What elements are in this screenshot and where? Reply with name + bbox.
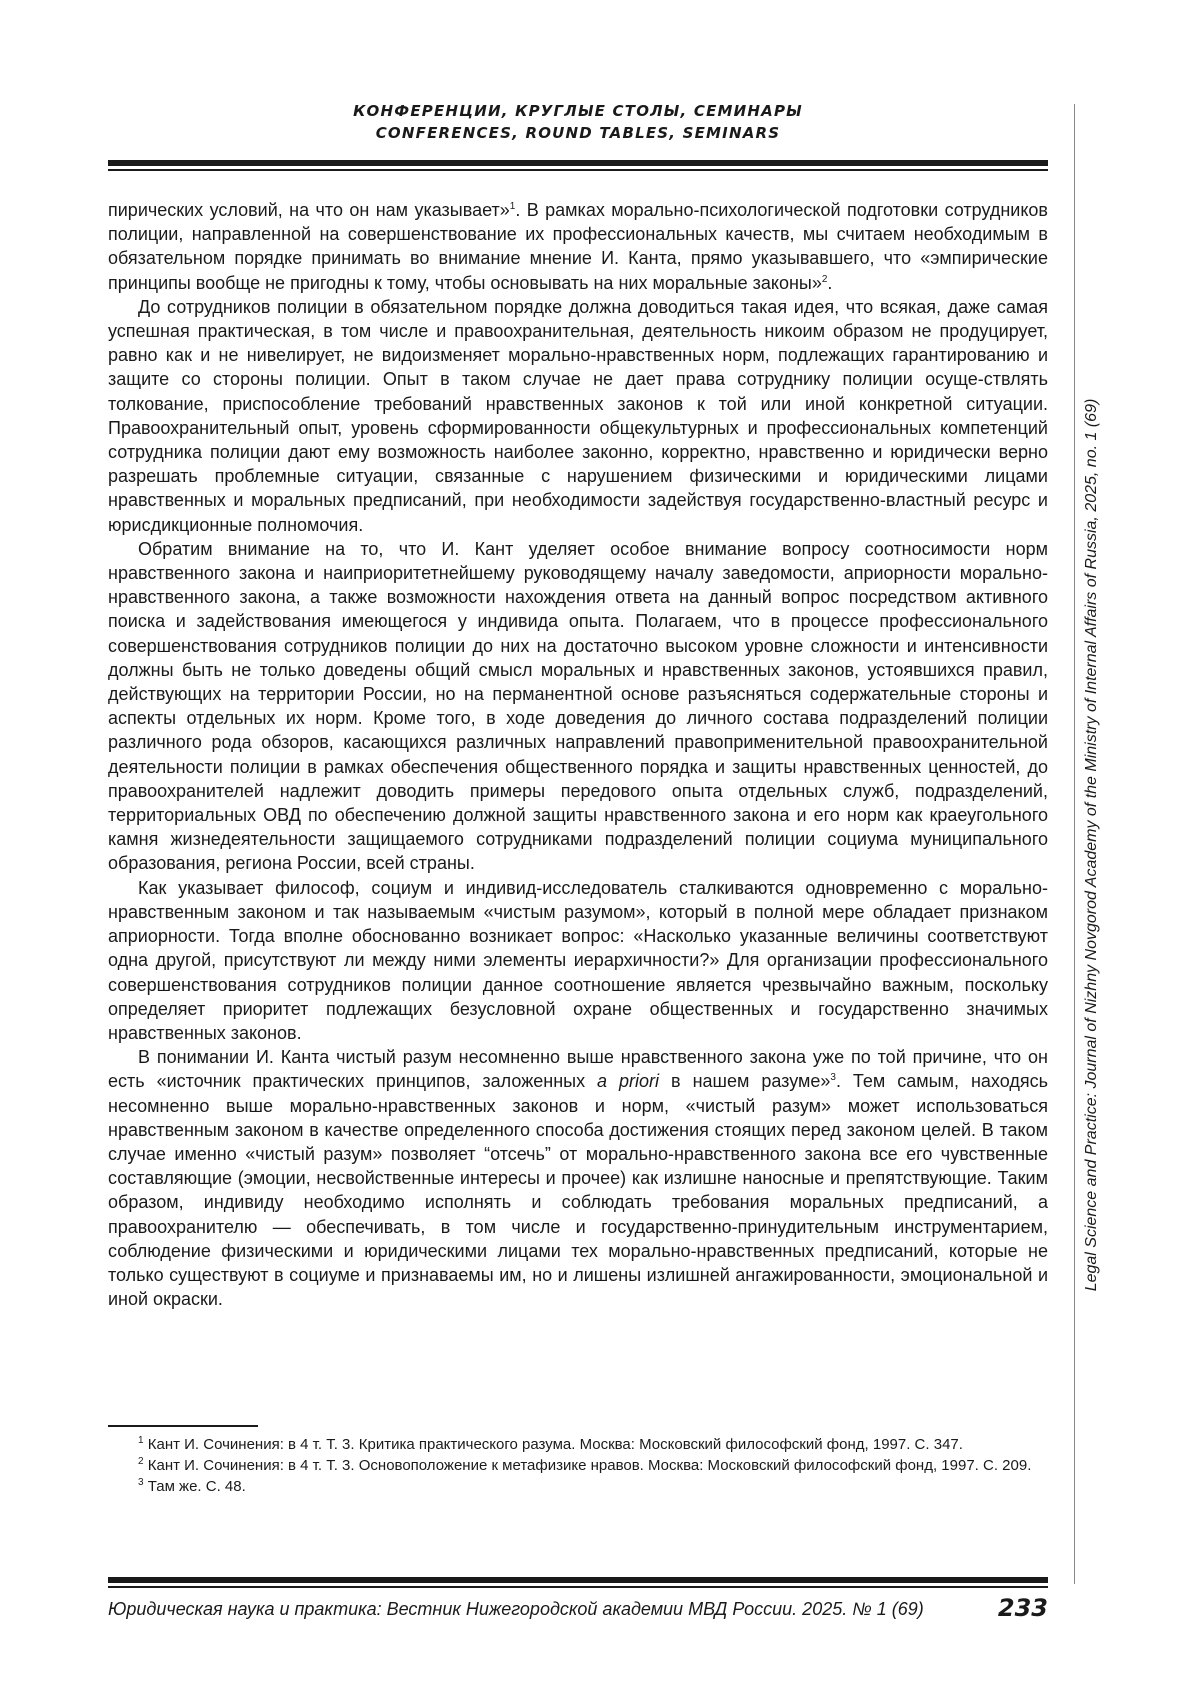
footnote-text: Там же. С. 48. xyxy=(147,1478,246,1495)
paragraph xyxy=(108,1045,1048,1311)
footnote-ref[interactable]: 3 xyxy=(830,1072,836,1084)
paragraph-text: . xyxy=(827,272,833,293)
section-title-en: CONFERENCES, ROUND TABLES, SEMINARS xyxy=(375,124,781,142)
section-title-ru: КОНФЕРЕНЦИИ, КРУГЛЫЕ СТОЛЫ, СЕМИНАРЫ xyxy=(353,102,803,120)
paragraph-text: пирических условий, на что он нам указывает» xyxy=(108,200,510,220)
header-rule-thin xyxy=(108,169,1048,171)
footnote-ref[interactable]: 1 xyxy=(509,201,516,212)
paragraph: Обратим внимание на то, что И. Кант уделяет особое внимание вопросу соотносимости норм нравственного закона и наиприоритетнейшему руководящему началу заведомости, априорности морально-нравственного закона, а также возможности нахождения ответа на данный вопрос посредством активного поиска и задействования имеющегося у индивида опыта. Полагаем, что в процессе профессионального совершенствования сотрудников полиции до них на достаточно высоком уровне сложности и интенсивности должны быть не только доведены общий смысл моральных и нравственных законов, устоявшихся правил, действующих на территории России, но на перманентной основе разъясняться содержательные стороны и аспекты отдельных их норм. Кроме того, в ходе доведения до личного состава подразделений полиции различного рода обзоров, касающихся различных направлений правоприменительной правоохранительной деятельности полиции в рамках обеспечения общественного порядка и защиты нравственных ценностей, до правоохранителей надлежит доводить примеры передового опыта отдельных служб, подразделений, территориальных ОВД по обеспечению должной защиты нравственного закона и его норм как краеугольного камня жизнедеятельности защищаемого сотрудниками подразделений полиции социума муниципального образования, региона России, всей страны. xyxy=(108,538,1048,874)
paragraph-text: . Тем самым, находясь несомненно выше морально-нравственных законов и норм, «чистый разум» может использоваться нравственным законом в качестве определенного способа достижения стоящих перед законом целей. В таком случае именно «чистый разум» позволяет “отсечь” от морально-нравственного закона все его чувственные составляющие (эмоции, несвойственные интересы и прочее) как излишне наносные и препятствующие. Таким образом, индивиду необходимо исполнять и соблюдать требования моральных предписаний, а правоохранителю — обеспечивать, в том числе и государственно-принудительным инструментарием, соблюдение физическими и юридическими лицами тех морально-нравственных предписаний, которые не только существуют в социуме и признаваемы им, но и лишены излишней ангажированности, эмоциональной и иной окраски. xyxy=(108,1071,1048,1310)
footnote-number: 3 xyxy=(138,1477,144,1488)
paragraph: Как указывает философ, социум и индивид-исследователь сталкиваются одновременно с морально-нравственным законом и так называемым «чистым разумом», который в полной мере обладает признаком априорности. Тогда вполне обоснованно возникает вопрос: «Насколько указанные величины соответствуют одна другой, присутствуют ли между ними элементы иерархичности?» Для организации профессионального совершенствования сотрудников полиции данное соотношение является чрезвычайно важным, поскольку определяет приоритет подлежащих безусловной охране общественных и государственно значимых нравственных законов. xyxy=(108,877,1048,1043)
header-rule-thick xyxy=(108,160,1048,166)
footnote-number: 2 xyxy=(138,1456,144,1467)
footnote-ref[interactable]: 2 xyxy=(821,273,828,285)
journal-footer: Юридическая наука и практика: Вестник Нижегородской академии МВД России. 2025. № 1 (69) xyxy=(108,1599,924,1619)
paragraph-text: В понимании И. Канта чистый разум несомненно выше нравственного закона уже по той причине, что он есть «источник практических принципов, заложенных xyxy=(108,1047,1048,1092)
article-body xyxy=(108,198,1048,1311)
footnote xyxy=(108,1455,1048,1476)
footnotes xyxy=(108,1434,1048,1497)
footnote-text: Кант И. Сочинения: в 4 т. Т. 3. Критика практического разума. Москва: Московский философский фонд, 1997. С. 347. xyxy=(147,1436,963,1453)
paragraph-text: . В рамках морально-психологической подготовки сотрудников полиции, направленной на совершенствование их профессиональных качеств, мы считаем необходимым в обязательном порядке принимать во внимание мнение И. Канта, прямо указывавшего, что «эмпирические принципы вообще не пригодны к тому, чтобы основывать на них моральные законы» xyxy=(108,200,1048,293)
latin-term: a priori xyxy=(597,1071,660,1092)
side-divider xyxy=(1074,104,1075,1584)
paragraph: До сотрудников полиции в обязательном порядке должна доводиться такая идея, что всякая, даже самая успешная практическая, в том числе и правоохранительная, деятельность никоим образом не продуцирует, равно как и не нивелирует, не видоизменяет морально-нравственных норм, подлежащих гарантированию и защите со стороны полиции. Опыт в таком случае не дает права сотруднику полиции осуще-ствлять толкование, приспособление требований нравственных законов к той или иной конкретной ситуации. Правоохранительный опыт, уровень сформированности общекультурных и профессиональных компетенций сотрудника полиции дают ему возможность наиболее законно, корректно, нравственно и юридически верно разрешать проблемные ситуации, связанные с нарушением физическими и юридическими лицами нравственных и моральных предписаний, при необходимости задействуя государственно-властный ресурс и юрисдикционные полномочия. xyxy=(108,296,1048,535)
footnote-separator xyxy=(108,1425,258,1427)
paragraph xyxy=(108,198,1048,295)
footnote-text: Кант И. Сочинения: в 4 т. Т. 3. Основоположение к метафизике нравов. Москва: Московский философский фонд, 1997. С. 209. xyxy=(147,1457,1032,1474)
footnote xyxy=(108,1476,1048,1497)
side-journal-citation-text: Legal Science and Practice: Journal of Nizhny Novgorod Academy of the Ministry of Internal Affairs of Russia, 2025, no. 1 (69) xyxy=(1083,398,1100,1292)
page-number: 233 xyxy=(997,1594,1048,1622)
footnote xyxy=(108,1434,1048,1455)
footer-rule-thick xyxy=(108,1577,1048,1583)
running-header xyxy=(108,100,1048,144)
footer-rule-thin xyxy=(108,1586,1048,1588)
footnote-number: 1 xyxy=(138,1435,144,1446)
paragraph-text: в нашем разуме» xyxy=(659,1071,831,1092)
